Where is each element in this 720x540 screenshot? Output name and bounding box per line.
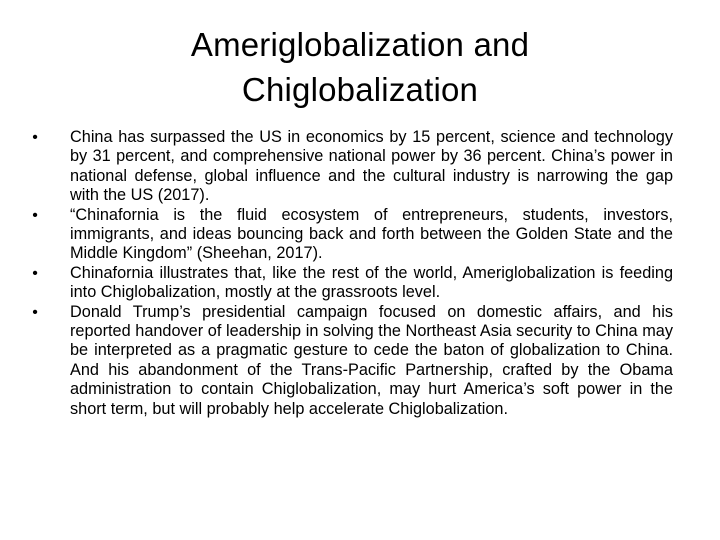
bullet-text: Chinafornia illustrates that, like the rest of the world, Ameriglobalization is feeding into Chiglobalization, mostly at the grassroots level.	[70, 263, 673, 302]
bullet-dot-icon: •	[32, 129, 38, 146]
bullet-dot-icon: •	[32, 303, 38, 321]
slide-title-line-2: Chiglobalization	[241, 71, 479, 108]
bullet-item-chinafornia-definition	[28, 206, 673, 264]
bullet-dot-icon: •	[32, 206, 38, 224]
bullet-text: “Chinafornia is the fluid ecosystem of entrepreneurs, students, investors, immigrants, and ideas bouncing back and forth between the Golden State and the Middle Kingdom” (Sheehan, 2017).	[70, 205, 673, 263]
bullet-text: China has surpassed the US in economics by 15 percent, science and technology by 31 percent, and comprehensive national power by 36 percent. China’s power in national defense, global influence and the cultural industry is narrowing the gap with the US (2017).	[70, 128, 673, 205]
bullet-item-china-surpassed	[28, 128, 673, 206]
bullet-list	[28, 128, 673, 419]
bullet-item-chinafornia-illustrates	[28, 264, 673, 303]
bullet-item-trump-campaign	[28, 303, 673, 419]
slide-title-line-1: Ameriglobalization and	[190, 26, 530, 63]
bullet-dot-icon: •	[32, 264, 38, 282]
slide-title	[60, 22, 660, 112]
bullet-text: Donald Trump’s presidential campaign focused on domestic affairs, and his reported handover of leadership in solving the Northeast Asia security to China may be interpreted as a pragmatic gesture to cede the baton of globalization to China. And his abandonment of the Trans-Pacific Partnership, crafted by the Obama administration to contain Chiglobalization, may hurt America’s soft power in the short term, but will probably help accelerate Chiglobalization.	[70, 302, 673, 418]
